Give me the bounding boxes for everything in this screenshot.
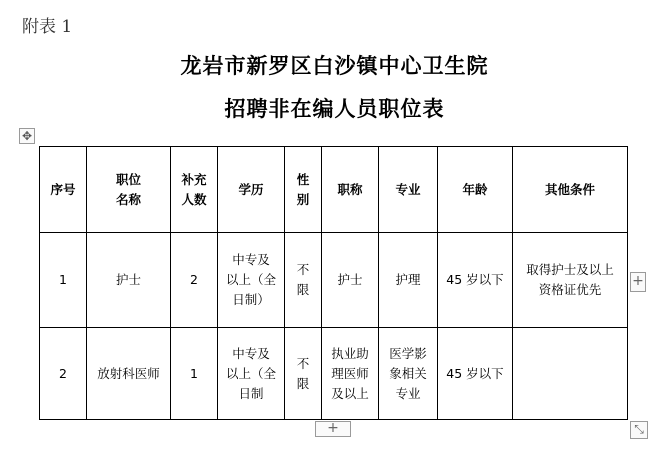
cell-seq[interactable]: 1 bbox=[40, 233, 87, 328]
cell-major[interactable]: 护理 bbox=[379, 233, 438, 328]
header-other[interactable]: 其他条件 bbox=[513, 147, 628, 233]
cell-gender[interactable]: 不 限 bbox=[285, 328, 322, 420]
header-title[interactable]: 职称 bbox=[322, 147, 379, 233]
cell-major[interactable]: 医学影 象相关 专业 bbox=[379, 328, 438, 420]
cell-gender[interactable]: 不 限 bbox=[285, 233, 322, 328]
cell-age[interactable]: 45 岁以下 bbox=[438, 233, 513, 328]
cell-title[interactable]: 护士 bbox=[322, 233, 379, 328]
cell-title[interactable]: 执业助 理医师 及以上 bbox=[322, 328, 379, 420]
cell-count[interactable]: 2 bbox=[171, 233, 218, 328]
header-education[interactable]: 学历 bbox=[218, 147, 285, 233]
header-age[interactable]: 年龄 bbox=[438, 147, 513, 233]
cell-age[interactable]: 45 岁以下 bbox=[438, 328, 513, 420]
job-position-table bbox=[39, 146, 628, 420]
cell-other[interactable]: 取得护士及以上 资格证优先 bbox=[513, 233, 628, 328]
document-title: 龙岩市新罗区白沙镇中心卫生院 bbox=[180, 53, 489, 78]
cell-education[interactable]: 中专及 以上（全 日制 bbox=[218, 328, 285, 420]
table-move-handle-icon[interactable]: ✥ bbox=[19, 128, 35, 144]
document-subtitle: 招聘非在编人员职位表 bbox=[224, 96, 445, 121]
table-header-row bbox=[40, 147, 628, 233]
table-row bbox=[40, 233, 628, 328]
add-column-button[interactable]: + bbox=[630, 272, 646, 292]
header-count[interactable]: 补充 人数 bbox=[171, 147, 218, 233]
header-major[interactable]: 专业 bbox=[379, 147, 438, 233]
cell-education[interactable]: 中专及 以上（全 日制） bbox=[218, 233, 285, 328]
cell-other[interactable] bbox=[513, 328, 628, 420]
cell-position[interactable]: 护士 bbox=[87, 233, 171, 328]
header-seq[interactable]: 序号 bbox=[40, 147, 87, 233]
appendix-label: 附表 1 bbox=[22, 17, 73, 37]
header-position[interactable]: 职位 名称 bbox=[87, 147, 171, 233]
cell-seq[interactable]: 2 bbox=[40, 328, 87, 420]
header-gender[interactable]: 性 别 bbox=[285, 147, 322, 233]
add-row-button[interactable]: + bbox=[315, 421, 351, 437]
table-row bbox=[40, 328, 628, 420]
cell-count[interactable]: 1 bbox=[171, 328, 218, 420]
table-resize-handle-icon[interactable]: ⤡ bbox=[630, 421, 648, 439]
cell-position[interactable]: 放射科医师 bbox=[87, 328, 171, 420]
